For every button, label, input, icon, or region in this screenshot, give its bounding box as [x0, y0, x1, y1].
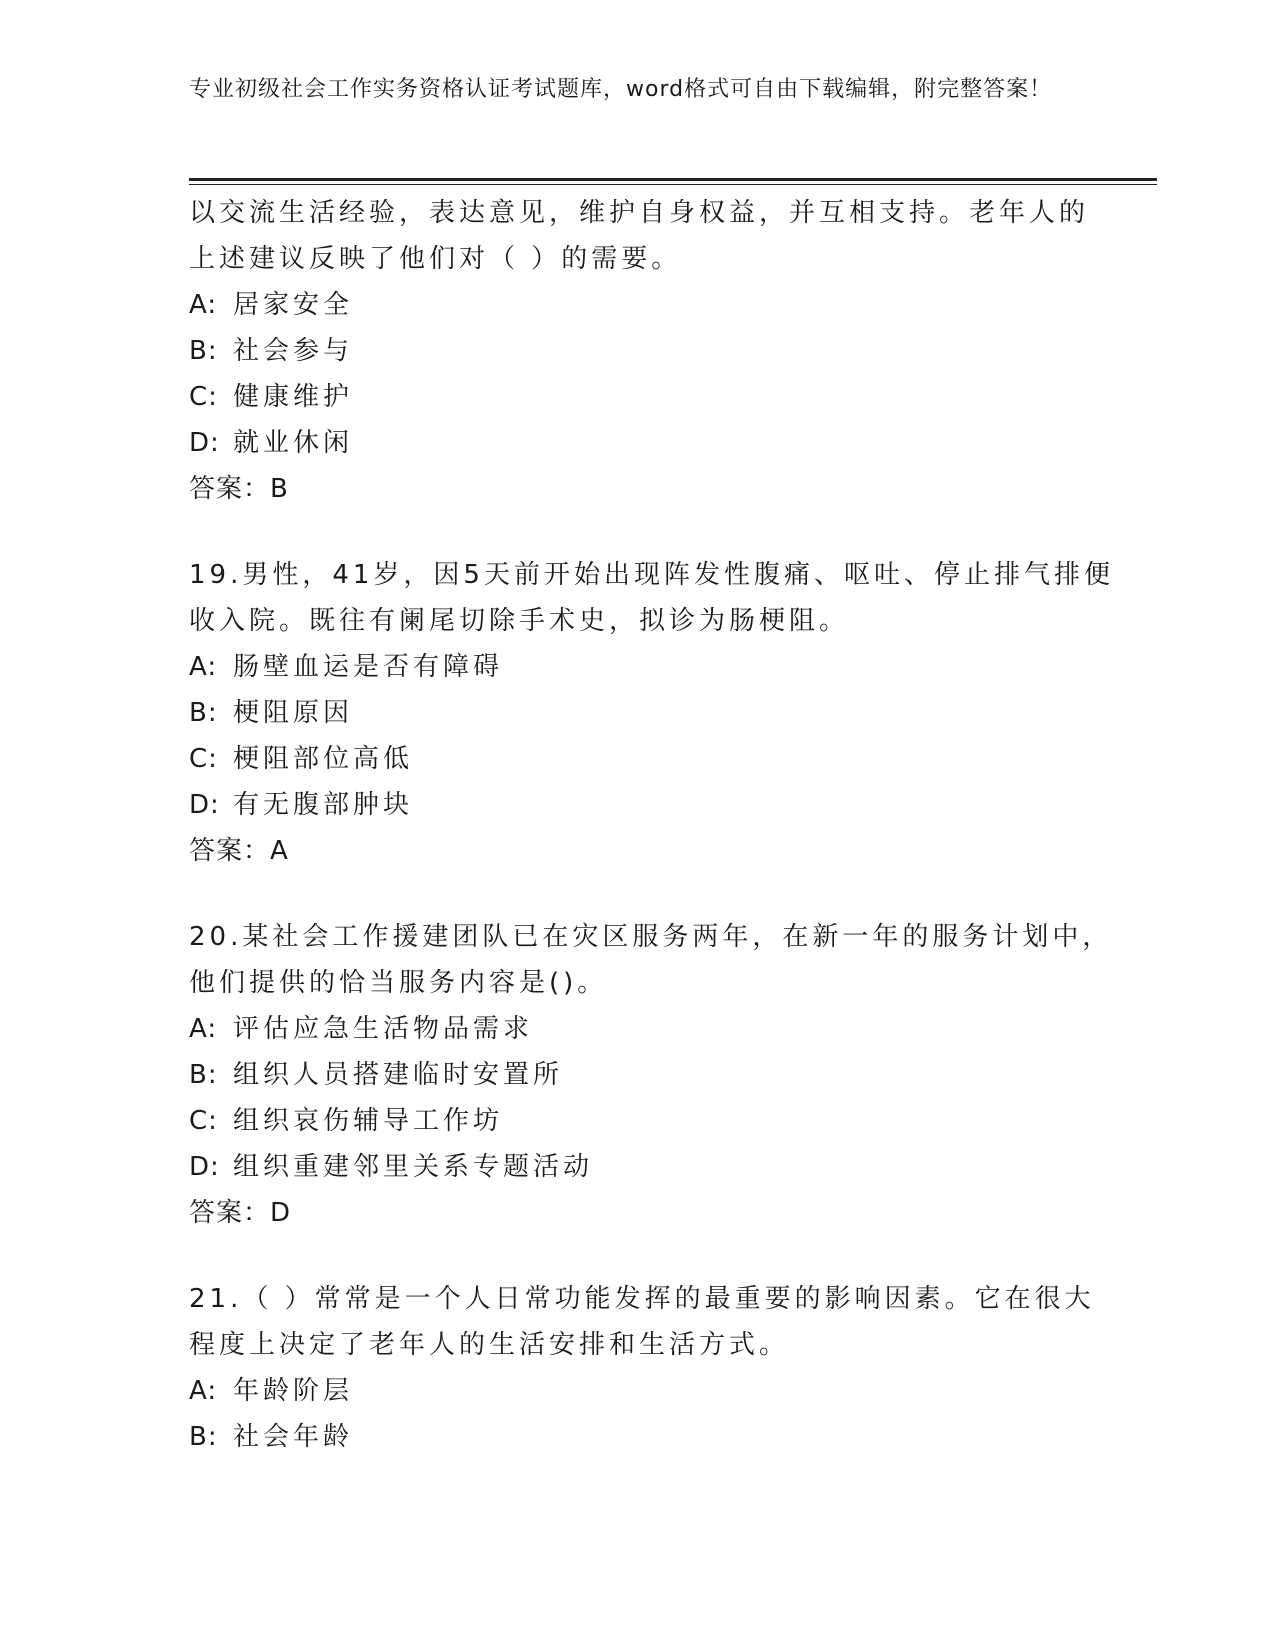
option-c — [189, 1098, 1089, 1144]
header-divider-thin — [189, 184, 1157, 185]
option-text: 有无腹部肿块 — [233, 790, 414, 820]
document-header: 专业初级社会工作实务资格认证考试题库，word格式可自由下载编辑，附完整答案！ — [189, 77, 1053, 102]
option-text: 梗阻部位高低 — [233, 744, 414, 774]
question-stem-line: 上述建议反映了他们对（ ）的需要。 — [189, 244, 682, 274]
option-b — [189, 690, 1089, 736]
question-stem-line: 19.男性，41岁，因5天前开始出现阵发性腹痛、呕吐、停止排气排便 — [189, 560, 1114, 590]
question-stem-line: 21.（ ）常常是一个人日常功能发挥的最重要的影响因素。它在很大 — [189, 1284, 1095, 1314]
option-text: 梗阻原因 — [233, 698, 354, 728]
option-a — [189, 1368, 1089, 1414]
spacer — [189, 874, 1089, 914]
option-key: A: — [189, 290, 218, 320]
question-list — [189, 190, 1114, 1460]
option-key: C: — [189, 382, 218, 412]
option-text: 年龄阶层 — [233, 1376, 354, 1406]
option-text: 组织重建邻里关系专题活动 — [233, 1152, 594, 1182]
question-stem-line: 收入院。既往有阑尾切除手术史，拟诊为肠梗阻。 — [189, 606, 850, 636]
question-stem-line: 他们提供的恰当服务内容是()。 — [189, 968, 608, 998]
question-item — [189, 190, 1089, 512]
option-b — [189, 328, 1089, 374]
option-text: 就业休闲 — [233, 428, 354, 458]
option-d — [189, 1144, 1089, 1190]
option-text: 肠壁血运是否有障碍 — [233, 652, 504, 682]
option-b — [189, 1414, 1089, 1460]
option-text: 社会年龄 — [233, 1422, 354, 1452]
option-key: C: — [189, 1106, 218, 1136]
option-text: 社会参与 — [233, 336, 354, 366]
option-c — [189, 736, 1089, 782]
option-key: D: — [189, 1152, 220, 1182]
option-b — [189, 1052, 1089, 1098]
option-a — [189, 1006, 1089, 1052]
question-item — [189, 552, 1114, 874]
question-stem-line: 以交流生活经验，表达意见，维护自身权益，并互相支持。老年人的 — [189, 198, 1090, 228]
option-a — [189, 282, 1089, 328]
option-key: D: — [189, 790, 220, 820]
option-a — [189, 644, 1089, 690]
question-item — [189, 914, 1113, 1236]
option-text: 健康维护 — [233, 382, 354, 412]
option-text: 组织人员搭建临时安置所 — [233, 1060, 564, 1090]
answer-line: 答案：A — [189, 836, 289, 866]
option-key: A: — [189, 1376, 218, 1406]
option-d — [189, 782, 1089, 828]
header-divider-thick — [189, 178, 1157, 181]
answer-line: 答案：B — [189, 474, 289, 504]
option-c — [189, 374, 1089, 420]
spacer — [189, 512, 1089, 552]
option-key: A: — [189, 1014, 218, 1044]
option-text: 组织哀伤辅导工作坊 — [233, 1106, 504, 1136]
question-stem-line: 20.某社会工作援建团队已在灾区服务两年，在新一年的服务计划中， — [189, 922, 1113, 952]
option-d — [189, 420, 1089, 466]
option-key: C: — [189, 744, 218, 774]
option-text: 评估应急生活物品需求 — [233, 1014, 534, 1044]
option-key: A: — [189, 652, 218, 682]
option-key: B: — [189, 1422, 218, 1452]
option-text: 居家安全 — [233, 290, 354, 320]
question-stem-line: 程度上决定了老年人的生活安排和生活方式。 — [189, 1330, 790, 1360]
question-item — [189, 1276, 1095, 1460]
option-key: B: — [189, 336, 218, 366]
option-key: D: — [189, 428, 220, 458]
option-key: B: — [189, 698, 218, 728]
option-key: B: — [189, 1060, 218, 1090]
answer-line: 答案：D — [189, 1198, 292, 1228]
spacer — [189, 1236, 1089, 1276]
